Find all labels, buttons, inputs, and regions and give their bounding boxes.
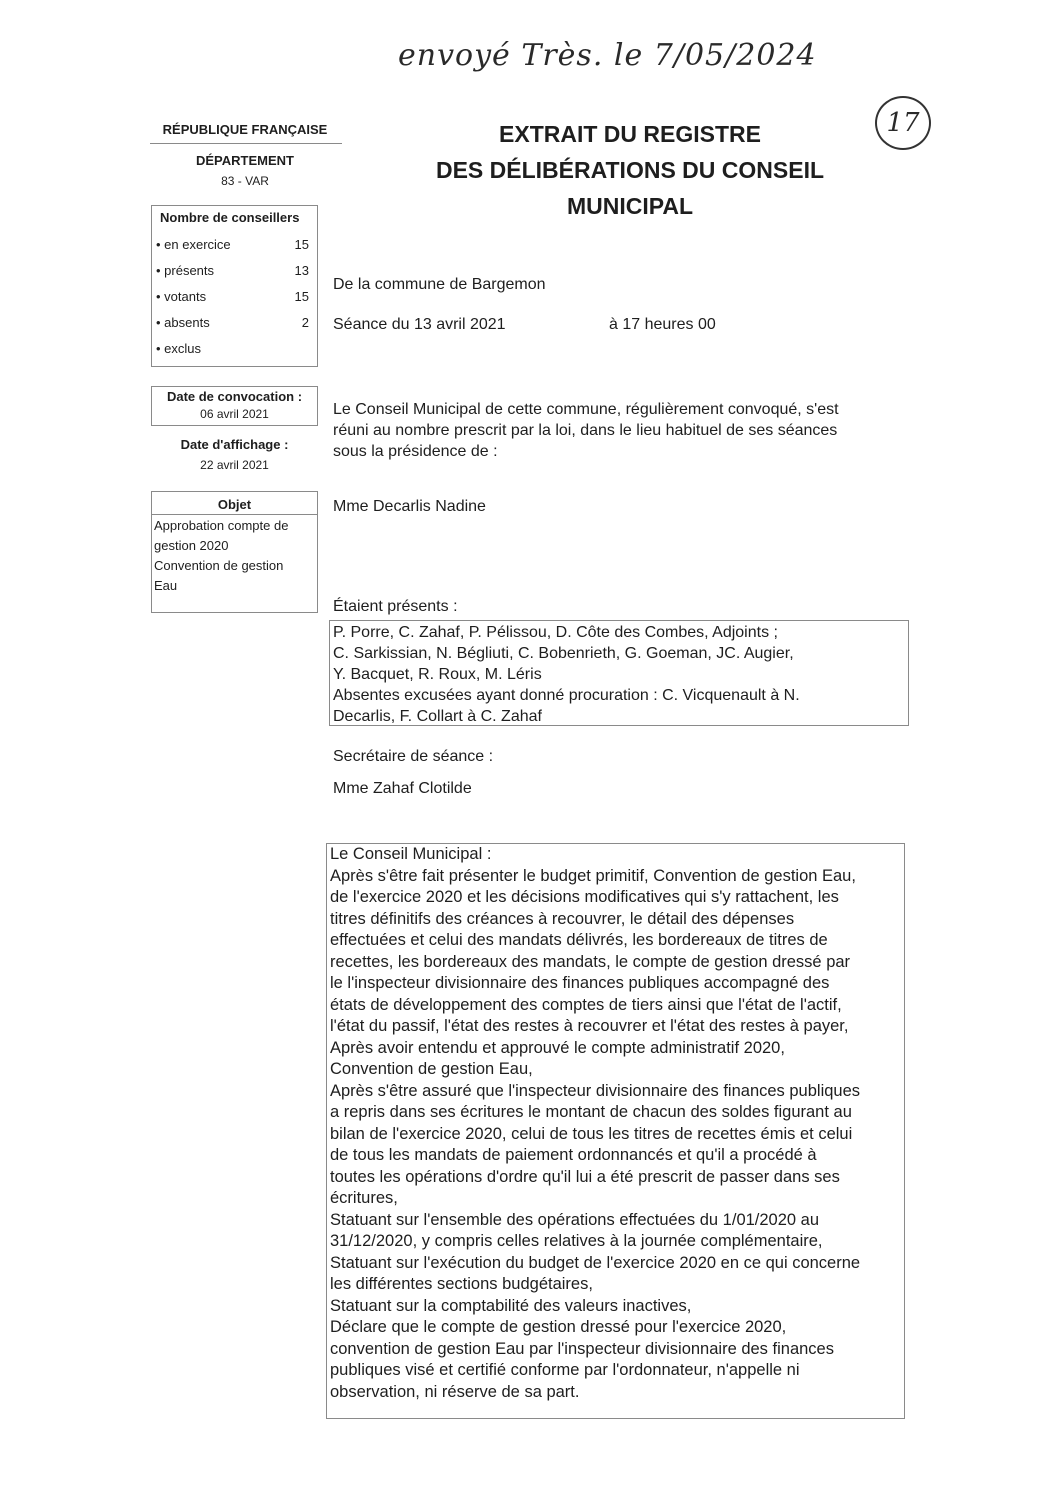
header-divider	[150, 143, 342, 144]
presents-line: C. Sarkissian, N. Bégliuti, C. Bobenrieth, G. Goeman, JC. Augier,	[333, 645, 794, 662]
affichage-label: Date d'affichage :	[180, 437, 289, 452]
deliberation-line: toutes les opérations d'ordre qu'il lui a été prescrit de passer dans ses	[330, 1167, 840, 1186]
deliberation-line: écritures,	[330, 1189, 398, 1207]
object-line: Approbation compte de	[154, 518, 289, 533]
councillors-row	[156, 237, 309, 263]
object-box	[151, 491, 318, 613]
presents-line: P. Porre, C. Zahaf, P. Pélissou, D. Côte des Combes, Adjoints ;	[333, 624, 778, 641]
title-line-1: EXTRAIT DU REGISTRE	[499, 121, 761, 147]
title-line-2: DES DÉLIBÉRATIONS DU CONSEIL	[435, 157, 825, 183]
councillors-row	[156, 289, 309, 315]
row-value: 15	[294, 289, 309, 304]
councillors-box	[151, 205, 318, 367]
row-value: 2	[301, 315, 309, 330]
deliberation-box	[326, 843, 905, 1419]
deliberation-line: titres définitifs des créances à recouvrer, le détail des dépenses	[330, 909, 795, 928]
departement-value: 83 - VAR	[221, 174, 269, 188]
handwritten-note: envoyé Très. le 7/05/2024	[398, 38, 817, 73]
row-label: • en exercice	[156, 237, 231, 252]
title-line-3: MUNICIPAL	[566, 193, 694, 219]
deliberation-text	[330, 844, 860, 1403]
row-label: • votants	[156, 289, 207, 304]
secretary-name: Mme Zahaf Clotilde	[333, 780, 472, 797]
deliberation-line: bilan de l'exercice 2020, celui de tous les titres de recettes émis et celui	[330, 1124, 853, 1143]
secretary-label: Secrétaire de séance :	[333, 748, 494, 765]
document-title	[390, 116, 870, 224]
deliberation-line: Statuant sur la comptabilité des valeurs inactives,	[330, 1296, 692, 1315]
convocation-date: 06 avril 2021	[200, 407, 269, 421]
row-label: • absents	[156, 315, 210, 330]
councillors-row	[156, 263, 309, 289]
deliberation-line: de l'exercice 2020 et les décisions modificatives qui s'y rattachent, les	[330, 888, 839, 906]
object-line: Eau	[154, 578, 178, 593]
object-heading: Objet	[217, 497, 252, 512]
councillors-row	[156, 315, 309, 341]
presents-label: Étaient présents :	[333, 598, 458, 615]
presents-line: Absentes excusées ayant donné procuration : C. Vicquenault à N.	[333, 687, 800, 704]
deliberation-line: Déclare que le compte de gestion dressé pour l'exercice 2020,	[330, 1318, 787, 1336]
deliberation-line: observation, ni réserve de sa part.	[330, 1382, 580, 1401]
deliberation-line: 31/12/2020, y compris celles relatives à la journée complémentaire,	[330, 1232, 823, 1250]
deliberation-line: publiques visé et certifié conforme par l'ordonnateur, n'appelle ni	[330, 1361, 800, 1379]
convocation-box	[151, 386, 318, 426]
session-time: à 17 heures 00	[609, 316, 716, 333]
affichage-date: 22 avril 2021	[200, 458, 269, 472]
session-date: Séance du 13 avril 2021	[333, 316, 506, 333]
councillors-heading: Nombre de conseillers	[160, 210, 300, 225]
deliberation-line: de tous les mandats de paiement ordonnancés et qu'il a procédé à	[330, 1146, 817, 1164]
commune-name: De la commune de Bargemon	[333, 276, 546, 293]
deliberation-line: effectuées et celui des mandats délivrés, les bordereaux de titres de	[330, 931, 828, 949]
row-value: 15	[294, 237, 309, 252]
row-label: • exclus	[156, 341, 202, 356]
convocation-label: Date de convocation :	[166, 389, 303, 404]
presents-list	[333, 622, 800, 727]
deliberation-line: Convention de gestion Eau,	[330, 1060, 533, 1078]
president-name: Mme Decarlis Nadine	[333, 498, 486, 515]
deliberation-line: Après avoir entendu et approuvé le compte administratif 2020,	[330, 1038, 785, 1057]
intro-line: Le Conseil Municipal de cette commune, régulièrement convoqué, s'est	[333, 401, 839, 418]
republic-label: RÉPUBLIQUE FRANÇAISE	[162, 122, 328, 137]
presents-box	[329, 620, 909, 726]
deliberation-line: Statuant sur l'exécution du budget de l'exercice 2020 en ce qui concerne	[330, 1253, 861, 1272]
deliberation-line: Statuant sur l'ensemble des opérations effectuées du 1/01/2020 au	[330, 1210, 820, 1229]
page-number-stamp: 17	[875, 96, 931, 150]
deliberation-line: Après s'être fait présenter le budget primitif, Convention de gestion Eau,	[330, 866, 856, 885]
presents-line: Y. Bacquet, R. Roux, M. Léris	[333, 666, 542, 683]
deliberation-line: a repris dans ses écritures le montant de chacun des soldes figurant au	[330, 1103, 852, 1121]
object-line: Convention de gestion	[154, 558, 284, 573]
deliberation-line: l'état du passif, l'état des restes à recouvrer et l'état des restes à payer,	[330, 1017, 849, 1035]
deliberation-line: convention de gestion Eau par l'inspecteur divisionnaire des finances	[330, 1339, 834, 1358]
deliberation-line: le l'inspecteur divisionnaire des finances publiques accompagné des	[330, 974, 830, 992]
intro-line: réuni au nombre prescrit par la loi, dans le lieu habituel de ses séances	[333, 422, 838, 439]
councillors-row	[156, 341, 309, 367]
departement-label: DÉPARTEMENT	[196, 153, 294, 168]
deliberation-line: Après s'être assuré que l'inspecteur divisionnaire des finances publiques	[330, 1081, 861, 1100]
deliberation-line: recettes, les bordereaux des mandats, le compte de gestion dressé par	[330, 952, 851, 971]
deliberation-line: états de développement des comptes de tiers ainsi que l'état de l'actif,	[330, 995, 842, 1014]
intro-line: sous la présidence de :	[333, 443, 498, 460]
row-label: • présents	[156, 263, 215, 278]
deliberation-line: les différentes sections budgétaires,	[330, 1275, 593, 1293]
object-line: gestion 2020	[154, 538, 229, 553]
object-text	[154, 516, 288, 596]
deliberation-line: Le Conseil Municipal :	[330, 845, 492, 863]
intro-text	[333, 399, 839, 462]
presents-line: Decarlis, F. Collart à C. Zahaf	[333, 708, 542, 725]
row-value: 13	[294, 263, 309, 278]
object-divider	[152, 514, 317, 515]
